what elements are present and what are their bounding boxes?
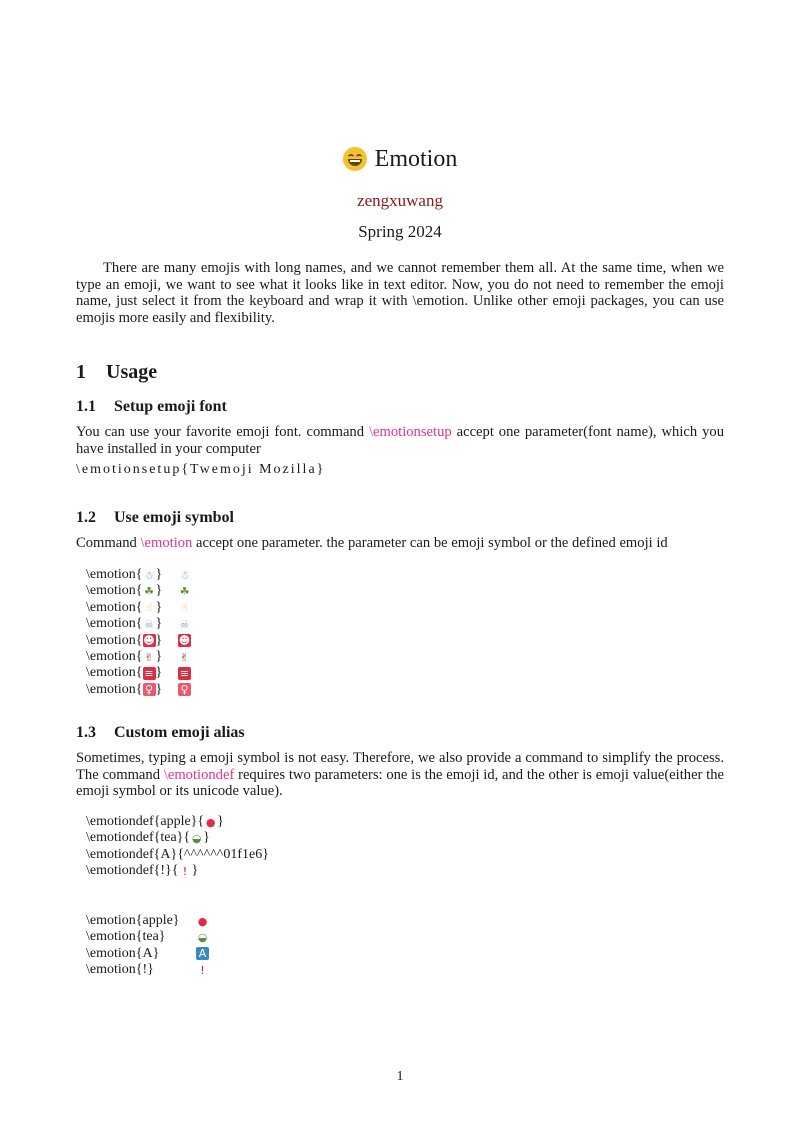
example-command: \emotion{apple} xyxy=(86,913,180,928)
example-command: \emotion{tea} xyxy=(86,929,166,945)
exclamation-mark-icon: ! xyxy=(178,865,191,878)
red-apple-icon: ● xyxy=(197,914,208,928)
command-suffix: } xyxy=(155,599,163,615)
victory-hand-icon: ✌ xyxy=(179,650,190,664)
example-command xyxy=(86,633,178,649)
command-suffix: } xyxy=(203,830,210,846)
regional-indicator-a-icon: A xyxy=(196,947,209,960)
command-prefix: \emotion{ xyxy=(86,583,143,599)
title-text: Emotion xyxy=(374,146,458,172)
emotiondef-row xyxy=(86,863,269,879)
emoji-symbol-examples xyxy=(86,567,191,698)
command-suffix: } xyxy=(155,648,163,664)
command-suffix: } xyxy=(155,632,163,648)
emotiondef-examples xyxy=(86,814,269,880)
skull-crossbones-icon: ☠ xyxy=(179,617,190,631)
example-command xyxy=(86,649,178,665)
example-row xyxy=(86,616,191,632)
example-row xyxy=(86,583,191,599)
command-suffix: } xyxy=(155,681,163,697)
command-suffix: } xyxy=(155,616,163,632)
female-sign-icon: ♀ xyxy=(143,683,156,696)
section-heading-usage: 1 Usage xyxy=(76,361,158,383)
example-command xyxy=(86,665,178,681)
emotion-usage-row xyxy=(86,913,209,929)
subsection-heading-custom-emoji-alias: 1.3 Custom emoji alias xyxy=(76,724,245,741)
command-prefix: \emotion{ xyxy=(86,648,143,664)
command-prefix: \emotiondef{tea}{ xyxy=(86,830,191,846)
example-row xyxy=(86,665,191,681)
command-prefix: \emotion{ xyxy=(86,632,143,648)
example-row xyxy=(86,649,191,665)
example-command xyxy=(86,567,178,583)
example-command xyxy=(86,583,178,599)
index-pointing-up-icon: ☝ xyxy=(178,601,191,614)
command-prefix: \emotion{ xyxy=(86,599,143,615)
setup-code-example: \emotionsetup{Twemoji Mozilla} xyxy=(76,462,326,477)
subsection-heading-setup-emoji-font: 1.1 Setup emoji font xyxy=(76,398,227,415)
document-title xyxy=(343,144,458,174)
ogre-face-icon: ☻ xyxy=(143,634,155,648)
matcha-tea-icon: ◒ xyxy=(197,931,208,945)
shamrock-icon: ☘ xyxy=(179,585,190,599)
example-row xyxy=(86,567,191,583)
example-row xyxy=(86,633,191,649)
shamrock-icon: ☘ xyxy=(144,585,154,599)
use-symbol-paragraph: Command \emotion accept one parameter. the parameter can be emoji symbol or the defined emoji id xyxy=(76,535,668,551)
emotiondef-row xyxy=(86,847,269,863)
example-command: \emotion{A} xyxy=(86,945,160,961)
author: zengxuwang xyxy=(357,191,443,210)
red-apple-icon: ● xyxy=(205,815,216,829)
skull-crossbones-icon: ☠ xyxy=(144,617,154,631)
emotion-usage-row xyxy=(86,946,209,962)
index-pointing-up-icon: ☝ xyxy=(143,601,156,614)
command-prefix: \emotion{ xyxy=(86,681,143,697)
emotiondef-command-link[interactable]: \emotiondef xyxy=(163,766,235,783)
unicode-value: ^^^^^^01f1e6 xyxy=(183,846,263,862)
example-command: \emotion{!} xyxy=(86,962,154,978)
command-prefix: \emotiondef{apple}{ xyxy=(86,814,205,829)
abstract: There are many emojis with long names, and we cannot remember them all. At the same time, when we type an emoji, we want to see what it looks like in text editor. Now, you do not need to remember the emoji name, just select it from the keyboard and wrap it with \emotion. Unlike other emoji packages, you can use emojis more easily and flexibility. xyxy=(76,260,724,326)
page-number: 1 xyxy=(396,1069,404,1084)
command-suffix: } xyxy=(155,583,163,599)
grinning-face-with-smiling-eyes-icon xyxy=(343,147,367,171)
emotiondef-row xyxy=(86,814,269,830)
emotionsetup-command-link[interactable]: \emotionsetup xyxy=(368,424,452,440)
example-row xyxy=(86,682,191,698)
emotiondef-row xyxy=(86,830,269,846)
command-suffix: } xyxy=(191,863,199,879)
flag-liberia-icon: ≡ xyxy=(179,667,190,681)
command-prefix: \emotion{ xyxy=(86,665,143,681)
command-suffix: } xyxy=(155,567,163,582)
command-suffix: } xyxy=(262,846,269,862)
snowman-icon: ☃ xyxy=(179,568,190,582)
emotion-usage-row xyxy=(86,962,209,978)
emotion-alias-usage-examples xyxy=(86,913,209,979)
example-command xyxy=(86,600,178,616)
example-command xyxy=(86,616,178,632)
example-row xyxy=(86,600,191,616)
command-prefix: \emotion{ xyxy=(86,567,143,582)
command-prefix: \emotion{ xyxy=(86,616,143,632)
command-suffix: } xyxy=(155,665,163,681)
flag-liberia-icon: ≡ xyxy=(144,667,154,681)
example-command xyxy=(86,682,178,698)
title-block xyxy=(0,144,800,242)
emotion-command-link[interactable]: \emotion xyxy=(140,535,193,551)
female-sign-icon: ♀ xyxy=(178,683,191,696)
exclamation-mark-icon: ! xyxy=(196,964,209,977)
ogre-face-icon: ☻ xyxy=(178,634,191,648)
victory-hand-icon: ✌ xyxy=(144,650,154,664)
subsection-heading-use-emoji-symbol: 1.2 Use emoji symbol xyxy=(76,509,234,526)
matcha-tea-icon: ◒ xyxy=(191,832,202,846)
command-prefix: \emotiondef{A}{ xyxy=(86,846,184,862)
command-prefix: \emotiondef{!}{ xyxy=(86,863,179,879)
setup-paragraph: You can use your favorite emoji font. command \emotionsetup accept one parameter(font name), which you have installed in your computer xyxy=(76,424,725,457)
command-suffix: } xyxy=(217,814,224,829)
emotion-usage-row xyxy=(86,929,209,945)
snowman-icon: ☃ xyxy=(144,568,154,582)
date: Spring 2024 xyxy=(358,222,442,241)
custom-alias-paragraph: Sometimes, typing a emoji symbol is not easy. Therefore, we also provide a command to simplify the process. The command \emotiondef requires two parameters: one is the emoji id, and the other is emoji value(either the emoji symbol or its unicode value). xyxy=(76,750,724,799)
